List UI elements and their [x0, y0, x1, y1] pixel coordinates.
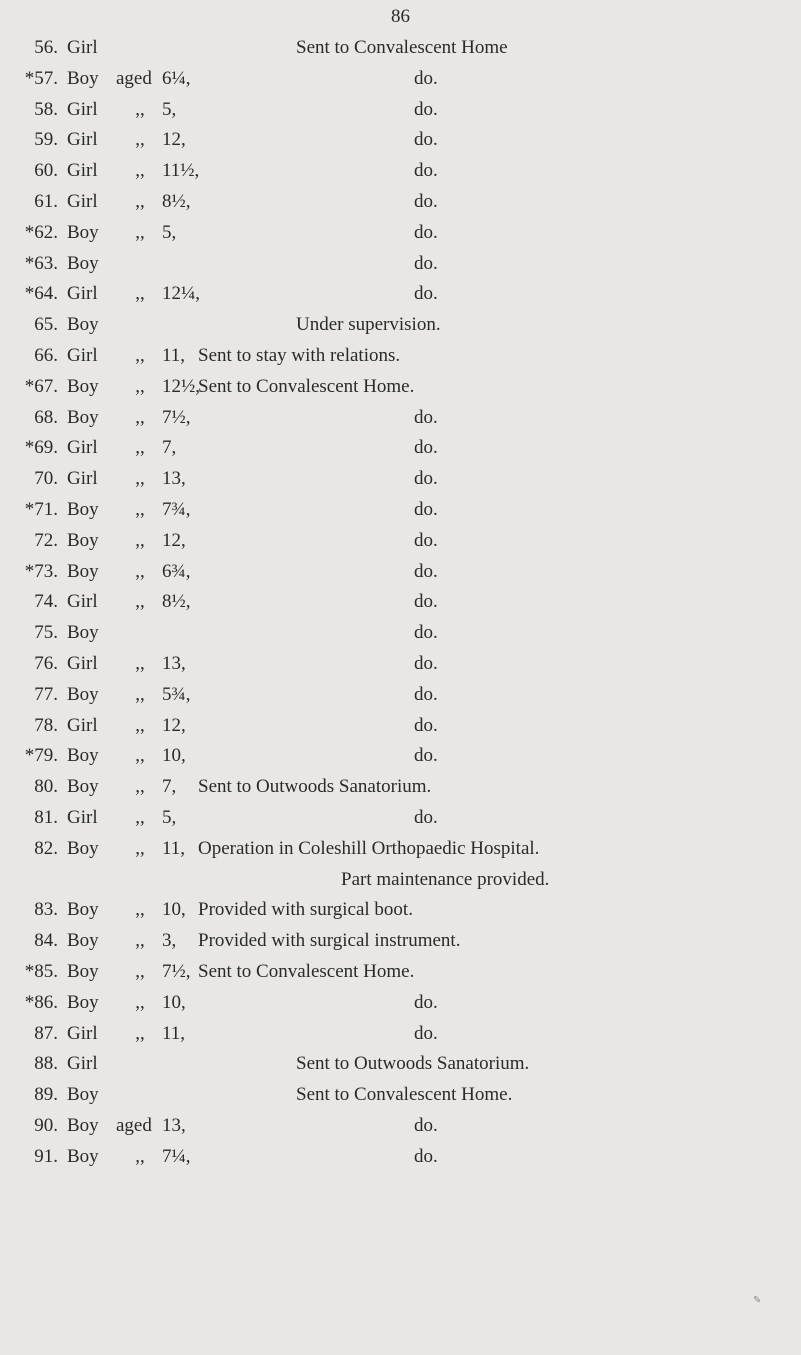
entry-number: *57. [24, 67, 58, 89]
entry-ditto: ,, [135, 191, 145, 212]
entry-note: do. [414, 683, 438, 705]
entry-age: 12¼, [162, 283, 200, 305]
entry-sex: Boy [67, 683, 99, 705]
entry-row [0, 279, 801, 309]
entry-row [0, 125, 801, 155]
entry-sex: Boy [67, 837, 99, 859]
entry-sex: Boy [67, 1115, 99, 1136]
entry-age: 8½, [162, 191, 191, 212]
entry-number: *67. [24, 375, 58, 397]
entry-age: 11, [162, 837, 186, 859]
entry-sex: Girl [67, 160, 98, 182]
entry-row [0, 218, 801, 248]
entry-sex: Girl [67, 591, 98, 613]
entry-age: 5, [162, 98, 177, 120]
entry-number: 59. [34, 129, 58, 151]
entry-number: 77. [34, 683, 58, 705]
entry-number: 61. [34, 191, 58, 212]
entry-age: 5, [162, 807, 177, 828]
entry-sex: Girl [67, 437, 98, 459]
entry-note: Sent to Convalescent Home. [296, 1084, 513, 1106]
entry-number: 70. [34, 468, 58, 490]
entry-number: 89. [34, 1084, 58, 1106]
entry-number: *71. [24, 499, 58, 520]
entry-note: do. [414, 406, 438, 428]
entry-note: do. [414, 591, 438, 613]
entry-sex: Boy [67, 406, 99, 428]
entry-row [0, 1080, 801, 1110]
entry-row [0, 988, 801, 1018]
entry-number: 76. [34, 653, 58, 674]
entry-note: do. [414, 67, 438, 89]
entry-ditto: ,, [135, 1145, 145, 1167]
entry-age: 10, [162, 991, 186, 1013]
entry-number: 88. [34, 1053, 58, 1075]
entry-ditto: ,, [135, 221, 145, 243]
entry-row [0, 957, 801, 987]
entry-sex: Boy [67, 221, 99, 243]
entry-note: Sent to Convalescent Home. [198, 961, 415, 982]
entry-row [0, 64, 801, 94]
entry-age: 7, [162, 437, 177, 459]
entry-note: Part maintenance provided. [341, 868, 550, 890]
entry-age: 7¾, [162, 499, 191, 520]
entry-sex: Girl [67, 98, 98, 120]
entry-note: do. [414, 221, 438, 243]
entry-ditto: ,, [135, 745, 145, 767]
entry-age: 13, [162, 468, 186, 490]
entry-note: Sent to Outwoods Sanatorium. [198, 776, 432, 798]
entry-number: *86. [24, 991, 58, 1013]
entry-row [0, 526, 801, 556]
margin-mark: ✎ [753, 1295, 762, 1306]
entry-age: 11½, [162, 160, 200, 182]
entry-row [0, 310, 801, 340]
entry-sex: Boy [67, 961, 99, 982]
entry-ditto: ,, [135, 1022, 145, 1044]
entry-ditto: ,, [135, 837, 145, 859]
entry-ditto: ,, [135, 437, 145, 459]
entry-ditto: ,, [135, 529, 145, 551]
entry-note: do. [414, 129, 438, 151]
entry-ditto: ,, [135, 961, 145, 982]
entry-age: 12, [162, 129, 186, 151]
entry-ditto: ,, [135, 807, 145, 828]
entry-row [0, 557, 801, 587]
entry-note: Sent to stay with relations. [198, 345, 401, 366]
entry-ditto: ,, [135, 345, 145, 366]
entry-note: Provided with surgical instrument. [198, 930, 461, 952]
entry-note: Sent to Convalescent Home. [198, 375, 415, 397]
entry-ditto: ,, [135, 899, 145, 921]
entry-age: 13, [162, 1115, 186, 1136]
entry-number: 56. [34, 37, 58, 58]
entry-sex: Boy [67, 776, 99, 798]
entry-note: do. [414, 560, 438, 582]
entry-row [0, 249, 801, 279]
entry-aged: aged [116, 1115, 152, 1136]
entry-note: do. [414, 191, 438, 212]
entry-row [0, 464, 801, 494]
entry-sex: Girl [67, 37, 98, 58]
entry-note: Operation in Coleshill Orthopaedic Hospital. [198, 837, 540, 859]
entry-note: do. [414, 98, 438, 120]
entry-age: 6¼, [162, 67, 191, 89]
entry-age: 10, [162, 745, 186, 767]
entry-age: 5¾, [162, 683, 191, 705]
entry-row [0, 372, 801, 402]
entry-sex: Girl [67, 1022, 98, 1044]
entry-sex: Girl [67, 129, 98, 151]
entry-number: 91. [34, 1145, 58, 1167]
entry-ditto: ,, [135, 930, 145, 952]
entry-sex: Boy [67, 622, 99, 644]
entry-aged: aged [116, 67, 152, 89]
entry-ditto: ,, [135, 160, 145, 182]
entry-note: do. [414, 991, 438, 1013]
entry-sex: Girl [67, 191, 98, 212]
entry-number: 65. [34, 314, 58, 336]
entry-row [0, 156, 801, 186]
entry-note: do. [414, 529, 438, 551]
entry-row [0, 1142, 801, 1172]
entry-note: Sent to Outwoods Sanatorium. [296, 1053, 530, 1075]
entry-sex: Boy [67, 899, 99, 921]
entry-ditto: ,, [135, 375, 145, 397]
entry-row [0, 895, 801, 925]
entry-note: do. [414, 252, 438, 274]
entry-age: 7, [162, 776, 177, 798]
entry-row [0, 618, 801, 648]
entry-ditto: ,, [135, 991, 145, 1013]
entry-row [0, 926, 801, 956]
entry-row [0, 433, 801, 463]
entry-note: do. [414, 437, 438, 459]
entry-ditto: ,, [135, 714, 145, 736]
entry-sex: Boy [67, 745, 99, 767]
entry-age: 6¾, [162, 560, 191, 582]
entry-note: do. [414, 1115, 438, 1136]
entry-sex: Boy [67, 1084, 99, 1106]
entry-age: 7¼, [162, 1145, 191, 1167]
entry-sex: Girl [67, 1053, 98, 1075]
entry-ditto: ,, [135, 591, 145, 613]
entry-sex: Girl [67, 283, 98, 305]
entry-row [0, 33, 801, 63]
entry-number: *63. [24, 252, 58, 274]
entry-age: 10, [162, 899, 186, 921]
entry-note: do. [414, 1145, 438, 1167]
entry-age: 8½, [162, 591, 191, 613]
entry-row [0, 187, 801, 217]
entry-ditto: ,, [135, 406, 145, 428]
entry-age: 12, [162, 714, 186, 736]
entry-number: 66. [34, 345, 58, 366]
entry-number: 84. [34, 930, 58, 952]
entry-row [0, 711, 801, 741]
entry-number: 82. [34, 837, 58, 859]
entry-sex: Girl [67, 468, 98, 490]
entry-number: 75. [34, 622, 58, 644]
entry-row [0, 803, 801, 833]
entry-number: 74. [34, 591, 58, 613]
entry-age: 7½, [162, 406, 191, 428]
entry-row [0, 834, 801, 864]
entry-sex: Girl [67, 653, 98, 674]
entry-note: do. [414, 807, 438, 828]
entry-age: 11, [162, 1022, 186, 1044]
entry-row [0, 495, 801, 525]
page-number: 86 [391, 6, 410, 27]
entry-number: 83. [34, 899, 58, 921]
entry-row [0, 680, 801, 710]
entry-row [0, 1049, 801, 1079]
entry-age: 11, [162, 345, 186, 366]
entry-sex: Boy [67, 314, 99, 336]
entry-note: Provided with surgical boot. [198, 899, 413, 921]
entry-number: 81. [34, 807, 58, 828]
entry-ditto: ,, [135, 98, 145, 120]
entry-sex: Boy [67, 529, 99, 551]
entry-number: 58. [34, 98, 58, 120]
entry-number: 87. [34, 1022, 58, 1044]
entry-number: 72. [34, 529, 58, 551]
entry-number: 80. [34, 776, 58, 798]
entry-sex: Boy [67, 67, 99, 89]
entry-row [0, 341, 801, 371]
entry-sex: Boy [67, 252, 99, 274]
entry-ditto: ,, [135, 683, 145, 705]
entry-age: 7½, [162, 961, 191, 982]
entry-number: 90. [34, 1115, 58, 1136]
entry-sex: Boy [67, 375, 99, 397]
entry-note: do. [414, 1022, 438, 1044]
entry-sex: Girl [67, 714, 98, 736]
entry-ditto: ,, [135, 776, 145, 798]
entry-sex: Boy [67, 1145, 99, 1167]
entry-row [0, 95, 801, 125]
entry-ditto: ,, [135, 653, 145, 674]
entry-note: do. [414, 468, 438, 490]
entry-sex: Girl [67, 345, 98, 366]
entry-row [0, 741, 801, 771]
entry-sex: Boy [67, 560, 99, 582]
entry-age: 13, [162, 653, 186, 674]
entry-note: do. [414, 622, 438, 644]
entry-number: *73. [24, 560, 58, 582]
entry-row [0, 772, 801, 802]
entry-ditto: ,, [135, 283, 145, 305]
entry-row [0, 403, 801, 433]
entry-note: do. [414, 714, 438, 736]
entry-sex: Girl [67, 807, 98, 828]
entry-number: *64. [24, 283, 58, 305]
entry-ditto: ,, [135, 468, 145, 490]
entry-note: Sent to Convalescent Home [296, 37, 508, 58]
entry-note: do. [414, 160, 438, 182]
entry-sex: Boy [67, 499, 99, 520]
entry-sex: Boy [67, 991, 99, 1013]
entry-row [0, 1111, 801, 1141]
entry-age: 3, [162, 930, 177, 952]
entry-row [0, 587, 801, 617]
entry-note: do. [414, 499, 438, 520]
entry-note: do. [414, 283, 438, 305]
entry-number: *79. [24, 745, 58, 767]
entry-number: *62. [24, 221, 58, 243]
entry-number: 60. [34, 160, 58, 182]
entry-ditto: ,, [135, 560, 145, 582]
entry-number: 68. [34, 406, 58, 428]
entry-number: *85. [24, 961, 58, 982]
entry-number: *69. [24, 437, 58, 459]
entry-age: 12, [162, 529, 186, 551]
entry-row [0, 649, 801, 679]
entry-number: 78. [34, 714, 58, 736]
entry-age: 12½, [162, 375, 200, 397]
entry-note: Under supervision. [296, 314, 441, 336]
entry-ditto: ,, [135, 499, 145, 520]
entry-note: do. [414, 653, 438, 674]
entry-note: do. [414, 745, 438, 767]
entry-row [0, 1019, 801, 1049]
entry-continuation [0, 865, 801, 895]
entry-sex: Boy [67, 930, 99, 952]
entry-age: 5, [162, 221, 177, 243]
entry-ditto: ,, [135, 129, 145, 151]
